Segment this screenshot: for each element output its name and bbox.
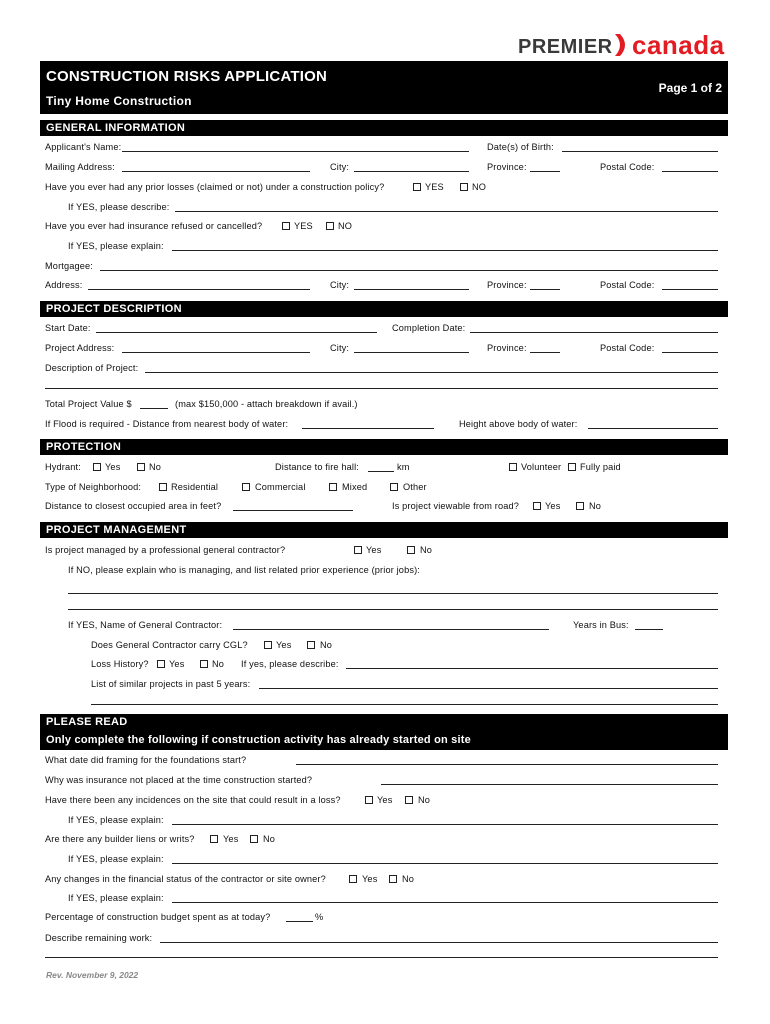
cgl-question: Does General Contractor carry CGL? bbox=[91, 640, 248, 650]
incidences-no-checkbox[interactable] bbox=[405, 796, 413, 804]
cgl-no-label: No bbox=[320, 640, 333, 650]
hydrant-yes-label: Yes bbox=[105, 462, 121, 472]
applicant-name-field[interactable] bbox=[122, 151, 469, 152]
occupied-distance-label: Distance to closest occupied area in feet? bbox=[45, 501, 222, 511]
project-city-field[interactable] bbox=[354, 352, 469, 353]
mortgagee-province-field[interactable] bbox=[530, 289, 560, 290]
residential-label: Residential bbox=[171, 482, 219, 492]
if-no-explain-field[interactable] bbox=[68, 593, 718, 594]
please-read-title: PLEASE READ bbox=[46, 716, 128, 728]
incidences-explain-field[interactable] bbox=[172, 824, 718, 825]
similar-projects-field[interactable] bbox=[259, 688, 718, 689]
city-label: City: bbox=[330, 162, 350, 172]
loss-history-describe-field[interactable] bbox=[346, 668, 718, 669]
viewable-yes-checkbox[interactable] bbox=[533, 502, 541, 510]
liens-explain-field[interactable] bbox=[172, 863, 718, 864]
remaining-work-field-2[interactable] bbox=[45, 957, 718, 958]
total-value-field[interactable] bbox=[140, 408, 168, 409]
form-header bbox=[40, 61, 728, 114]
hydrant-yes-checkbox[interactable] bbox=[93, 463, 101, 471]
liens-explain-label: If YES, please explain: bbox=[68, 854, 164, 864]
mortgagee-label: Mortgagee: bbox=[45, 261, 93, 271]
dob-label: Date(s) of Birth: bbox=[487, 142, 554, 152]
residential-checkbox[interactable] bbox=[159, 483, 167, 491]
mailing-address-field[interactable] bbox=[122, 171, 310, 172]
remaining-work-label: Describe remaining work: bbox=[45, 933, 153, 943]
completion-date-label: Completion Date: bbox=[392, 323, 466, 333]
please-read-banner bbox=[40, 714, 728, 750]
fire-hall-field[interactable] bbox=[368, 471, 394, 472]
project-description-label: Description of Project: bbox=[45, 363, 139, 373]
commercial-label: Commercial bbox=[255, 482, 306, 492]
form-title: CONSTRUCTION RISKS APPLICATION bbox=[46, 68, 328, 85]
liens-no-checkbox[interactable] bbox=[250, 835, 258, 843]
refused-explain-label: If YES, please explain: bbox=[68, 241, 164, 251]
framing-date-field[interactable] bbox=[296, 764, 718, 765]
logo-chevron-icon bbox=[611, 32, 633, 58]
professional-gc-no-checkbox[interactable] bbox=[407, 546, 415, 554]
other-checkbox[interactable] bbox=[390, 483, 398, 491]
professional-gc-yes-label: Yes bbox=[366, 545, 382, 555]
hydrant-no-checkbox[interactable] bbox=[137, 463, 145, 471]
financial-change-yes-checkbox[interactable] bbox=[349, 875, 357, 883]
framing-date-question: What date did framing for the foundations start? bbox=[45, 755, 247, 765]
province-field[interactable] bbox=[530, 171, 560, 172]
mixed-checkbox[interactable] bbox=[329, 483, 337, 491]
prior-losses-no-checkbox[interactable] bbox=[460, 183, 468, 191]
refused-no-checkbox[interactable] bbox=[326, 222, 334, 230]
section-protection: PROTECTION bbox=[40, 439, 728, 455]
height-above-water-field[interactable] bbox=[588, 428, 718, 429]
form-subtitle: Tiny Home Construction bbox=[46, 94, 192, 108]
mortgagee-postal-code-label: Postal Code: bbox=[600, 280, 655, 290]
cgl-yes-label: Yes bbox=[276, 640, 292, 650]
prior-losses-question: Have you ever had any prior losses (claimed or not) under a construction policy? bbox=[45, 182, 385, 192]
viewable-no-checkbox[interactable] bbox=[576, 502, 584, 510]
refused-explain-field[interactable] bbox=[172, 250, 718, 251]
volunteer-checkbox[interactable] bbox=[509, 463, 517, 471]
loss-history-describe-label: If yes, please describe: bbox=[241, 659, 339, 669]
mixed-label: Mixed bbox=[342, 482, 368, 492]
incidences-yes-label: Yes bbox=[377, 795, 393, 805]
city-field[interactable] bbox=[354, 171, 469, 172]
similar-projects-field-2[interactable] bbox=[91, 704, 718, 705]
flood-distance-label: If Flood is required - Distance from nearest body of water: bbox=[45, 419, 289, 429]
liens-yes-label: Yes bbox=[223, 834, 239, 844]
gc-name-label: If YES, Name of General Contractor: bbox=[68, 620, 223, 630]
postal-code-label: Postal Code: bbox=[600, 162, 655, 172]
professional-gc-no-label: No bbox=[420, 545, 433, 555]
financial-change-no-checkbox[interactable] bbox=[389, 875, 397, 883]
fully-paid-label: Fully paid bbox=[580, 462, 621, 472]
project-postal-code-field[interactable] bbox=[662, 352, 718, 353]
financial-explain-field[interactable] bbox=[172, 902, 718, 903]
project-description-field[interactable] bbox=[145, 372, 718, 373]
budget-spent-percent: % bbox=[315, 912, 324, 922]
hydrant-label: Hydrant: bbox=[45, 462, 81, 472]
commercial-checkbox[interactable] bbox=[242, 483, 250, 491]
completion-date-field[interactable] bbox=[470, 332, 718, 333]
financial-change-no-label: No bbox=[402, 874, 415, 884]
logo-premier-text: PREMIER bbox=[518, 36, 613, 58]
applicant-name-label: Applicant's Name: bbox=[45, 142, 122, 152]
refused-yes-checkbox[interactable] bbox=[282, 222, 290, 230]
liens-yes-checkbox[interactable] bbox=[210, 835, 218, 843]
gc-name-field[interactable] bbox=[233, 629, 549, 630]
prior-losses-yes-label: YES bbox=[425, 182, 444, 192]
if-no-explain-field-2[interactable] bbox=[68, 609, 718, 610]
financial-change-question: Any changes in the financial status of the contractor or site owner? bbox=[45, 874, 326, 884]
revision-footer: Rev. November 9, 2022 bbox=[46, 970, 139, 980]
prior-losses-yes-checkbox[interactable] bbox=[413, 183, 421, 191]
fully-paid-checkbox[interactable] bbox=[568, 463, 576, 471]
professional-gc-question: Is project managed by a professional general contractor? bbox=[45, 545, 286, 555]
prior-losses-describe-field[interactable] bbox=[175, 211, 718, 212]
prior-losses-describe-label: If YES, please describe: bbox=[68, 202, 170, 212]
mailing-address-label: Mailing Address: bbox=[45, 162, 115, 172]
province-label: Province: bbox=[487, 162, 527, 172]
logo-canada-text: canada bbox=[632, 30, 725, 60]
dob-field[interactable] bbox=[562, 151, 718, 152]
loss-history-yes-label: Yes bbox=[169, 659, 185, 669]
section-project-management: PROJECT MANAGEMENT bbox=[40, 522, 728, 538]
mortgagee-city-label: City: bbox=[330, 280, 350, 290]
loss-history-no-label: No bbox=[212, 659, 225, 669]
refused-yes-label: YES bbox=[294, 221, 313, 231]
viewable-no-label: No bbox=[589, 501, 602, 511]
start-date-field[interactable] bbox=[96, 332, 377, 333]
incidences-question: Have there been any incidences on the site that could result in a loss? bbox=[45, 795, 341, 805]
viewable-question: Is project viewable from road? bbox=[392, 501, 520, 511]
why-not-placed-question: Why was insurance not placed at the time construction started? bbox=[45, 775, 313, 785]
similar-projects-label: List of similar projects in past 5 years: bbox=[91, 679, 251, 689]
total-value-label: Total Project Value $ bbox=[45, 399, 132, 409]
project-address-label: Project Address: bbox=[45, 343, 115, 353]
project-address-field[interactable] bbox=[122, 352, 310, 353]
years-in-bus-label: Years in Bus: bbox=[573, 620, 629, 630]
height-above-water-label: Height above body of water: bbox=[459, 419, 578, 429]
mortgagee-address-label: Address: bbox=[45, 280, 83, 290]
flood-distance-field[interactable] bbox=[302, 428, 434, 429]
project-province-label: Province: bbox=[487, 343, 527, 353]
incidences-yes-checkbox[interactable] bbox=[365, 796, 373, 804]
liens-question: Are there any builder liens or writs? bbox=[45, 834, 195, 844]
mortgagee-province-label: Province: bbox=[487, 280, 527, 290]
years-in-bus-field[interactable] bbox=[635, 629, 663, 630]
mortgagee-address-field[interactable] bbox=[88, 289, 310, 290]
liens-no-label: No bbox=[263, 834, 276, 844]
volunteer-label: Volunteer bbox=[521, 462, 562, 472]
postal-code-field[interactable] bbox=[662, 171, 718, 172]
mortgagee-city-field[interactable] bbox=[354, 289, 469, 290]
prior-losses-no-label: NO bbox=[472, 182, 487, 192]
incidences-no-label: No bbox=[418, 795, 431, 805]
project-province-field[interactable] bbox=[530, 352, 560, 353]
neighborhood-label: Type of Neighborhood: bbox=[45, 482, 142, 492]
page-number: Page 1 of 2 bbox=[658, 81, 722, 95]
professional-gc-yes-checkbox[interactable] bbox=[354, 546, 362, 554]
fire-hall-unit: km bbox=[397, 462, 410, 472]
start-date-label: Start Date: bbox=[45, 323, 91, 333]
project-description-field-2[interactable] bbox=[45, 388, 718, 389]
financial-explain-label: If YES, please explain: bbox=[68, 893, 164, 903]
hydrant-no-label: No bbox=[149, 462, 162, 472]
project-city-label: City: bbox=[330, 343, 350, 353]
please-read-subtitle: Only complete the following if construction activity has already started on site bbox=[46, 734, 471, 746]
mortgagee-postal-code-field[interactable] bbox=[662, 289, 718, 290]
loss-history-label: Loss History? bbox=[91, 659, 149, 669]
loss-history-no-checkbox[interactable] bbox=[200, 660, 208, 668]
cgl-yes-checkbox[interactable] bbox=[264, 641, 272, 649]
refused-question: Have you ever had insurance refused or cancelled? bbox=[45, 221, 263, 231]
section-project-description: PROJECT DESCRIPTION bbox=[40, 301, 728, 317]
financial-change-yes-label: Yes bbox=[362, 874, 378, 884]
cgl-no-checkbox[interactable] bbox=[307, 641, 315, 649]
viewable-yes-label: Yes bbox=[545, 501, 561, 511]
occupied-distance-field[interactable] bbox=[233, 510, 353, 511]
section-general-information: GENERAL INFORMATION bbox=[40, 120, 728, 136]
refused-no-label: NO bbox=[338, 221, 353, 231]
budget-spent-field[interactable] bbox=[286, 921, 313, 922]
fire-hall-label: Distance to fire hall: bbox=[275, 462, 359, 472]
project-postal-code-label: Postal Code: bbox=[600, 343, 655, 353]
mortgagee-field[interactable] bbox=[100, 270, 718, 271]
budget-spent-question: Percentage of construction budget spent as at today? bbox=[45, 912, 271, 922]
remaining-work-field[interactable] bbox=[160, 942, 718, 943]
total-value-note: (max $150,000 - attach breakdown if avail.) bbox=[175, 399, 358, 409]
other-label: Other bbox=[403, 482, 427, 492]
loss-history-yes-checkbox[interactable] bbox=[157, 660, 165, 668]
incidences-explain-label: If YES, please explain: bbox=[68, 815, 164, 825]
why-not-placed-field[interactable] bbox=[381, 784, 718, 785]
if-no-explain-label: If NO, please explain who is managing, and list related prior experience (prior jobs): bbox=[68, 565, 420, 575]
